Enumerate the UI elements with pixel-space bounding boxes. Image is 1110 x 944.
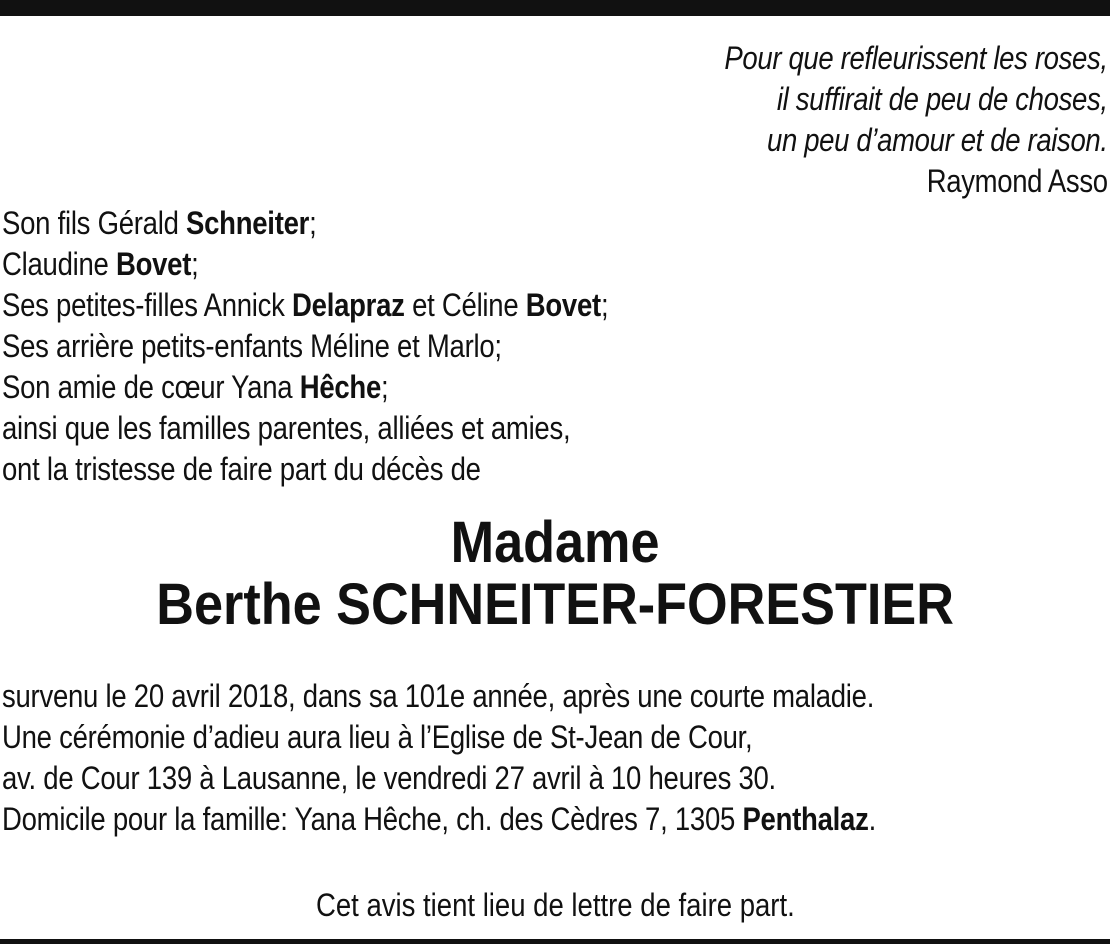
quote-line-1: Pour que refleurissent les roses,: [724, 40, 1108, 76]
details-line-death: survenu le 20 avril 2018, dans sa 101e année, après une courte maladie.: [2, 678, 875, 714]
epigraph-quote: [725, 38, 1108, 202]
family-line-relatives: ainsi que les familles parentes, alliées et amies,: [2, 410, 571, 446]
deceased-name: Berthe SCHNEITER-FORESTIER: [156, 572, 954, 637]
family-announcement: [2, 203, 608, 490]
family-line-announcement: ont la tristesse de faire part du décès de: [2, 451, 481, 487]
quote-line-2: il suffirait de peu de choses,: [777, 81, 1108, 117]
details-line-domicile: Domicile pour la famille: Yana Hêche, ch. des Cèdres 7, 1305 Penthalaz.: [2, 801, 876, 837]
surname: Bovet: [115, 246, 192, 282]
ceremony-details: [2, 676, 876, 840]
town-name: Penthalaz: [742, 801, 869, 837]
family-line-son: Son fils Gérald Schneiter;: [2, 205, 317, 241]
details-line-address: av. de Cour 139 à Lausanne, le vendredi 27 avril à 10 heures 30.: [2, 760, 776, 796]
surname: Schneiter: [186, 205, 310, 241]
surname: Bovet: [525, 287, 601, 323]
quote-line-3: un peu d’amour et de raison.: [767, 122, 1108, 158]
top-border-rule: [0, 0, 1110, 16]
surname: Delapraz: [292, 287, 405, 323]
footer-note-text: Cet avis tient lieu de lettre de faire part.: [315, 887, 795, 923]
bottom-border-rule: [0, 939, 1110, 944]
family-line-granddaughters: Ses petites-filles Annick Delapraz et Céline Bovet;: [2, 287, 609, 323]
details-line-ceremony: Une cérémonie d’adieu aura lieu à l’Eglise de St-Jean de Cour,: [2, 719, 753, 755]
deceased-title: Madame: [450, 510, 660, 575]
family-line-friend: Son amie de cœur Yana Hêche;: [2, 369, 389, 405]
family-line-great-grandchildren: Ses arrière petits-enfants Méline et Marlo;: [2, 328, 502, 364]
deceased-name-block: [0, 512, 1110, 636]
surname: Hêche: [299, 369, 382, 405]
family-line-claudine: Claudine Bovet;: [2, 246, 199, 282]
footer-note: [0, 885, 1110, 926]
quote-author: Raymond Asso: [927, 163, 1108, 199]
